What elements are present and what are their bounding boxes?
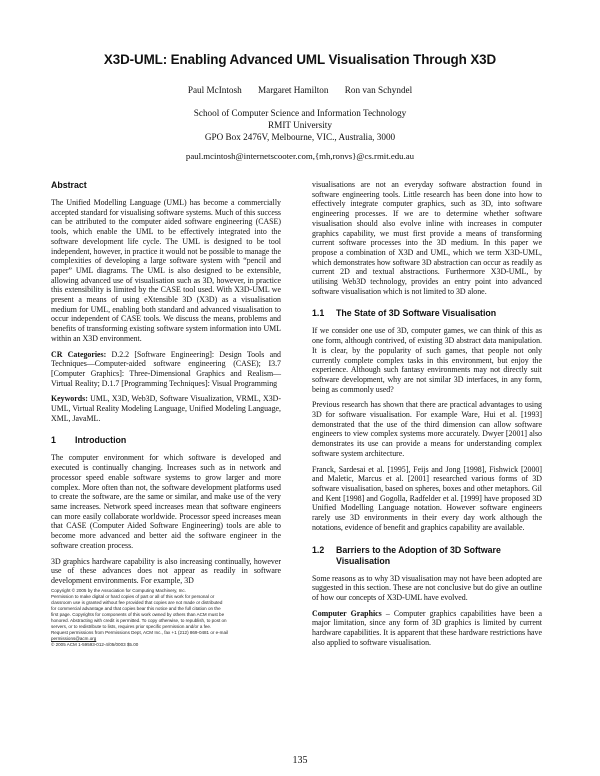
copyright-line: Request permissions from Permissions Dept, ACM Inc., fax +1 (212) 869-0481 or e-mail	[51, 629, 229, 635]
copyright-line: classroom use is granted without fee provided that copies are not made or distributed	[51, 599, 223, 605]
author-list	[0, 85, 600, 95]
left-column	[51, 180, 281, 648]
paragraph: If we consider one use of 3D, computer games, we can think of this as one form, although contrived, of existing 3D abstract data manipulation. It is clear, by the popularity of such games, that people not only currently complete complex tasks in this environment, but enjoy the experience. Although such fantasy environments may not directly suit software development, why are not similar 3D interfaces, in any form, being as commonly used?	[312, 326, 542, 394]
author-name: Ron van Schyndel	[344, 85, 413, 95]
author-email: paul.mcintosh@internetscooter.com,{mh,ronvs}@cs.rmit.edu.au	[185, 151, 415, 161]
cr-categories-label: CR Categories:	[51, 349, 107, 359]
paragraph: Some reasons as to why 3D visualisation may not have been adopted are suggested in this section. These are not conclusive but do give an outline of how our concepts of X3D-UML have evolved.	[312, 573, 542, 602]
cr-categories	[51, 350, 281, 389]
copyright-line: for commercial advantage and that copies bear this notice and the full citation on the	[51, 605, 221, 611]
section-heading-state-of-3d	[312, 308, 542, 319]
right-column	[312, 180, 542, 647]
author-name: Paul McIntosh	[187, 85, 242, 95]
section-heading-introduction	[51, 435, 281, 446]
affiliation-school: School of Computer Science and Information Technology	[193, 108, 407, 118]
section-heading-barriers	[312, 545, 542, 567]
affiliation-university: RMIT University	[268, 119, 332, 130]
abstract-heading: Abstract	[51, 180, 87, 190]
copyright-line: © 2005 ACM 1-59593-012-4/05/0003 $5.00	[51, 642, 139, 648]
copyright-line: first page. Copyrights for components of this work owned by others than ACM must be	[51, 611, 225, 617]
permissions-email-link[interactable]: permissions@acm.org	[51, 635, 97, 641]
paragraph: Franck, Sardesai et al. [1995], Feijs and Jong [1998], Fishwick [2000] and Maletic, Marcus et al. [2001] researched various forms of 3D software visualisation, based on spheres, boxes and other metaphors. Gil and Kent [1998] and Gogolla, Radfelder et al. [1999] have proposed 3D Unified Modelling Language notation. However software engineers rarely use 3D environments in their every day work although the notations, evidence of benefit and graphics capability are available.	[312, 464, 542, 532]
section-title: Introduction	[75, 435, 127, 446]
paragraph-text: – Computer graphics capabilities have been a major limitation, since any form of 3D graphics is limited by current hardware capabilities. It is apparent that these hardware restrictions have also applied to software visualisation.	[312, 608, 542, 647]
paragraph: The computer environment for which software is developed and executed is continually changing. Increases such as in network and processor speed enable software systems to grow larger and more complex. More often than not, the software development platforms used to create the software, are the same or similar, and make use of the very same increases. Network speed increases mean that software engineers can more easily collaborate worldwide. Processor speed increases mean that CASE (Computer Aided Software Engineering) tools are able to become more advanced and better aid the software engineer in the software creation process.	[51, 453, 281, 550]
abstract-text: The Unified Modelling Language (UML) has become a commercially accepted standard for visualising software systems. Much of this success can be attributed to the computer aided software engineering (CASE) tools, which enable the UML to be effectively integrated into the software development life cycle. The UML is designed to be tool independent, however, in practice it would not be possible to manage the complexities of developing a large software system with “pencil and paper” UML diagrams. The UML is also designed to be extensible, allowing advanced use of visualisation such as 3D, however, in practice this extensibility is limited by the CASE tool used. With X3D-UML we present a means of using eXtensible 3D (X3D) as a visualisation medium for UML, enabling both standard and advanced visualisation to occur independent of CASE tools. We discuss the means, problems and benefits of transforming existing software system information into UML within an X3D environment.	[51, 198, 281, 343]
affiliation-address: GPO Box 2476V, Melbourne, VIC., Australia, 3000	[204, 131, 396, 142]
paragraph: Previous research has shown that there are practical advantages to using 3D for software visualisation. For example Ware, Hui et al. [1993] demonstrated that the use of the third dimension can allow software engineers to view complex systems more accurately. Dwyer [2001] also demonstrates its use can provide a means for understanding complex software system architecture.	[312, 400, 542, 458]
paragraph	[312, 609, 542, 648]
paper-title: X3D-UML: Enabling Advanced UML Visualisation Through X3D	[103, 52, 497, 67]
keywords-text: UML, X3D, Web3D, Software Visualization, VRML, X3D-UML, Virtual Reality Modeling Language, Unified Modeling Language, XML, JavaML.	[51, 394, 281, 423]
author-name: Margaret Hamilton	[257, 85, 329, 95]
section-number: 1.1	[312, 308, 325, 319]
cr-categories-text: D.2.2 [Software Engineering]: Design Tools and Techniques—Computer-aided software engineering (CASE); I3.7 [Computer Graphics]: Three-Dimensional Graphics and Realism—Virtual Reality; D.1.7 [Programming Techniques]: Visual Programming	[51, 349, 281, 388]
section-title: The State of 3D Software Visualisation	[336, 308, 497, 319]
copyright-line: Copyright © 2005 by the Association for Computing Machinery, Inc.	[51, 587, 186, 593]
section-title: Barriers to the Adoption of 3D Software Visualisation	[336, 544, 501, 566]
copyright-line: Permission to make digital or hard copies of part or all of this work for personal or	[51, 593, 215, 599]
affiliation	[0, 108, 600, 143]
run-in-heading: Computer Graphics	[312, 608, 382, 618]
keywords	[51, 394, 281, 423]
section-number: 1.2	[312, 544, 325, 555]
paragraph: visualisations are not an everyday software abstraction found in software engineering tools. Little research has been done into how to effectively integrate computer graphics, such as 3D, into software engineering processes. If we are to determine whether software visualisation should also evolve inline with increases in computer graphics capability, we must first provide a means of transforming current software processes into the 3D medium. In this paper we propose a combination of X3D and UML, which we term X3D-UML, which demonstrates how software 3D abstraction can occur as readily as current 2D and textual abstractions. Furthermore X3D-UML, by utilising Web3D technology, provides an entry point into advanced software visualisation which is not limited to 3D alone.	[312, 180, 542, 296]
section-number: 1	[51, 435, 56, 446]
paragraph: 3D graphics hardware capability is also increasing continually, however use of these advances does not appear as readily in software development environments. For example, 3D	[51, 556, 281, 585]
copyright-line: honored. Abstracting with credit is permitted. To copy otherwise, to republish, to post on	[51, 617, 227, 623]
copyright-line: servers, or to redistribute to lists, requires prior specific permission and/or a fee.	[51, 623, 212, 629]
copyright-notice	[51, 588, 281, 648]
keywords-label: Keywords:	[51, 394, 88, 404]
page-number: 135	[292, 755, 308, 766]
